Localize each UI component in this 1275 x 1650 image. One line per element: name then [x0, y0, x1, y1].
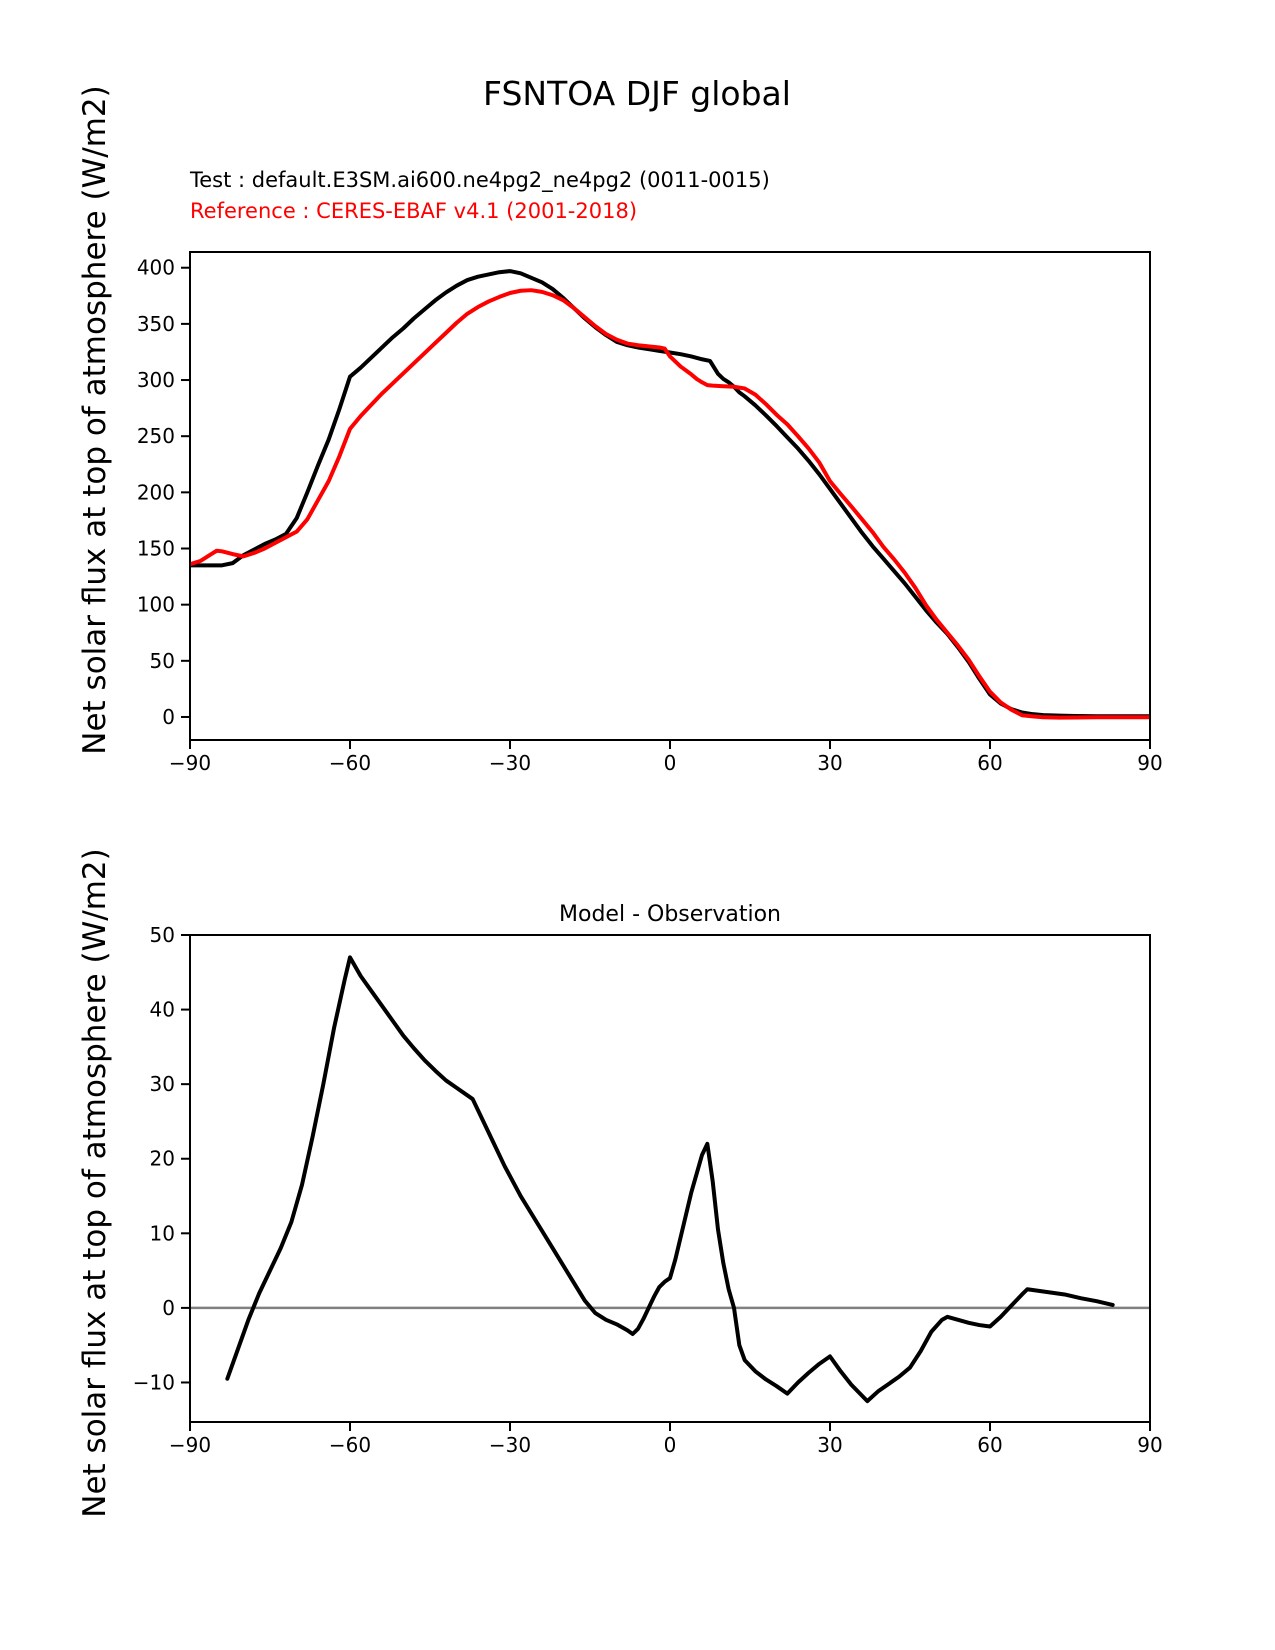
y-tick-label: 350: [136, 311, 175, 336]
series-line: [190, 271, 1150, 716]
test-run-label: Test : default.E3SM.ai600.ne4pg2_ne4pg2 (0011-0015): [190, 168, 770, 192]
y-tick-label: 300: [136, 368, 175, 393]
plot-frame: [190, 252, 1150, 740]
plot-frame: [190, 935, 1150, 1422]
y-tick-label: 150: [136, 536, 175, 561]
y-tick-label: 200: [136, 480, 175, 505]
x-tick-label: −60: [328, 1433, 372, 1458]
figure-title: FSNTOA DJF global: [483, 74, 791, 113]
x-tick-label: −90: [168, 751, 212, 776]
series-line: [190, 290, 1150, 717]
x-tick-label: 90: [1137, 1433, 1163, 1458]
y-tick-label: 100: [136, 592, 175, 617]
y-tick-label: 250: [136, 424, 175, 449]
top-plot: [137, 252, 1163, 775]
y-tick-label: 0: [162, 704, 175, 729]
diff-plot-title: Model - Observation: [559, 902, 781, 927]
diff-plot: [133, 923, 1163, 1457]
y-tick-label: 30: [149, 1072, 175, 1097]
x-tick-label: 0: [663, 751, 677, 776]
x-tick-label: −30: [488, 751, 532, 776]
y-tick-label: 50: [149, 648, 175, 673]
y-tick-label: 40: [149, 997, 175, 1022]
y-tick-label: 50: [149, 923, 175, 947]
x-tick-label: 60: [977, 1433, 1003, 1458]
y-axis-label-top: Net solar flux at top of atmosphere (W/m2): [77, 85, 113, 755]
y-axis-label-bottom: Net solar flux at top of atmosphere (W/m2): [77, 848, 113, 1518]
x-tick-label: 90: [1137, 751, 1163, 776]
x-tick-label: 30: [817, 751, 843, 776]
x-tick-label: −60: [328, 751, 372, 776]
x-tick-label: 30: [817, 1433, 843, 1458]
series-line: [227, 957, 1112, 1401]
y-tick-label: 10: [149, 1221, 175, 1246]
x-tick-label: −90: [168, 1433, 212, 1458]
x-tick-label: 60: [977, 751, 1003, 776]
y-tick-label: 400: [136, 255, 175, 280]
y-tick-label: 0: [162, 1295, 175, 1320]
reference-run-label: Reference : CERES-EBAF v4.1 (2001-2018): [190, 199, 638, 223]
y-tick-label: −10: [132, 1370, 175, 1395]
x-tick-label: 0: [663, 1433, 677, 1458]
x-tick-label: −30: [488, 1433, 532, 1458]
y-tick-label: 20: [149, 1146, 175, 1171]
